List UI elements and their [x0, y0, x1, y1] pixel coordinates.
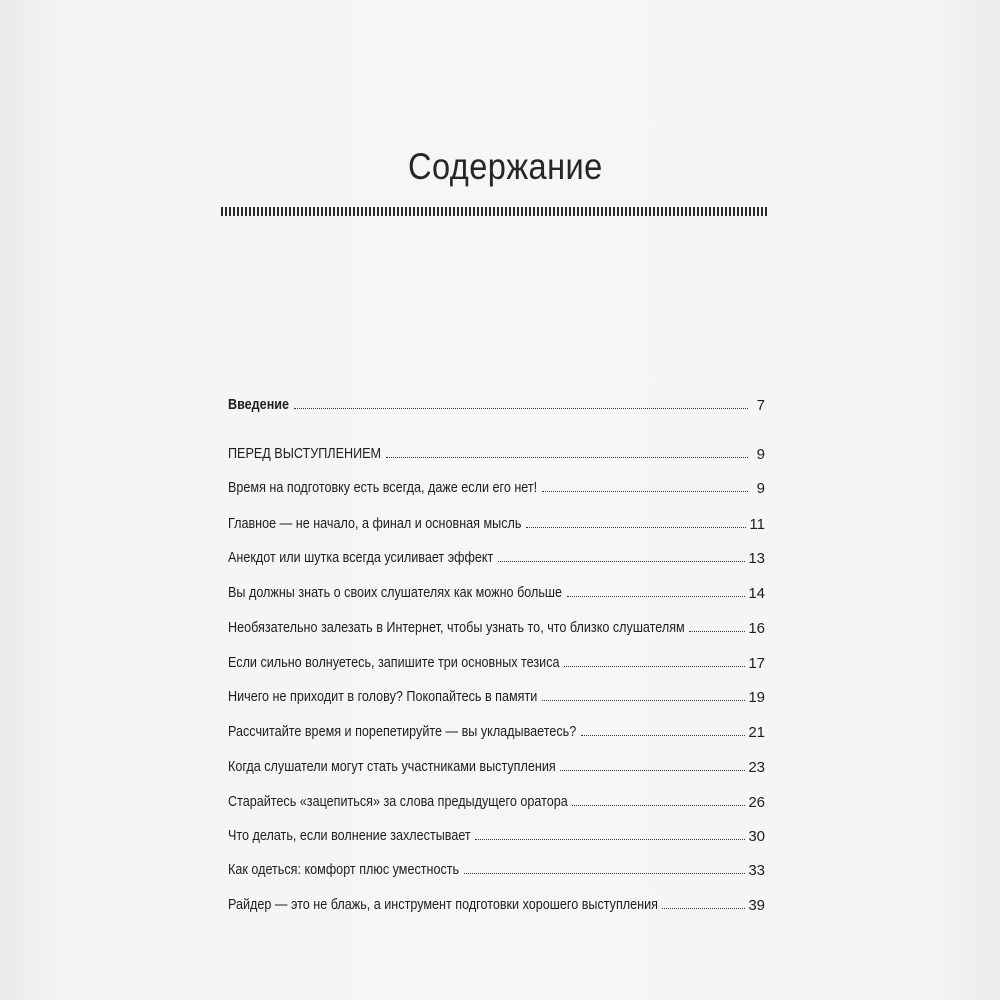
toc-page-number: 11 — [749, 516, 765, 533]
toc-entry-title: Анекдот или шутка всегда усиливает эффект — [228, 549, 494, 566]
toc-page-number: 33 — [748, 862, 765, 879]
toc-leader — [567, 595, 745, 597]
toc-entry-title: Когда слушатели могут стать участниками выступления — [228, 758, 556, 775]
toc-entry-title: Вы должны знать о своих слушателях как можно больше — [228, 584, 563, 601]
toc-entry[interactable] — [228, 580, 765, 602]
toc-page-number: 9 — [756, 480, 765, 497]
toc-leader — [294, 407, 748, 409]
toc-page-number: 26 — [748, 794, 765, 811]
toc-leader — [526, 526, 746, 528]
toc-page-number: 19 — [748, 689, 765, 706]
toc-page-number: 13 — [748, 550, 765, 567]
toc-leader — [542, 699, 745, 701]
toc-entry-title: Райдер — это не блажь, а инструмент подготовки хорошего выступления — [228, 896, 658, 913]
toc-leader — [564, 665, 745, 667]
toc-page-number: 21 — [748, 724, 765, 741]
toc-entry[interactable] — [228, 719, 765, 741]
toc-leader — [542, 490, 748, 492]
table-of-contents — [228, 0, 765, 1000]
toc-page-number: 16 — [748, 620, 765, 637]
toc-leader — [475, 838, 745, 840]
toc-entry-title: Необязательно залезать в Интернет, чтобы узнать то, что близко слушателям — [228, 619, 685, 636]
toc-entry-title: ПЕРЕД ВЫСТУПЛЕНИЕМ — [228, 445, 382, 462]
toc-entry-title: Что делать, если волнение захлестывает — [228, 827, 471, 844]
toc-entry-title: Введение — [228, 396, 290, 413]
toc-leader — [689, 630, 745, 632]
toc-entry-title: Старайтесь «зацепиться» за слова предыдущего оратора — [228, 793, 568, 810]
toc-entry[interactable] — [228, 684, 765, 706]
toc-leader — [560, 769, 745, 771]
page-title: Содержание — [408, 146, 603, 187]
toc-page-number: 9 — [756, 446, 765, 463]
toc-entry-title: Время на подготовку есть всегда, даже если его нет! — [228, 479, 538, 496]
toc-entry[interactable] — [228, 857, 765, 879]
toc-entry-intro[interactable] — [228, 392, 765, 414]
toc-leader — [662, 907, 745, 909]
toc-entry[interactable] — [228, 545, 765, 567]
toc-leader — [581, 734, 745, 736]
toc-entry[interactable] — [228, 754, 765, 776]
toc-entry-title: Рассчитайте время и порепетируйте — вы укладываетесь? — [228, 723, 577, 740]
toc-entry-section[interactable] — [228, 441, 765, 463]
toc-page-number: 17 — [748, 655, 765, 672]
toc-entry-title: Ничего не приходит в голову? Покопайтесь в памяти — [228, 688, 538, 705]
toc-leader — [572, 804, 745, 806]
toc-page-number: 30 — [748, 828, 765, 845]
toc-entry[interactable] — [228, 823, 765, 845]
toc-entry[interactable] — [228, 615, 765, 637]
toc-page-number: 23 — [748, 759, 765, 776]
toc-page-number: 39 — [748, 897, 765, 914]
toc-page-number: 14 — [748, 585, 765, 602]
toc-entry[interactable] — [228, 511, 765, 533]
toc-entry-title: Как одеться: комфорт плюс уместность — [228, 861, 460, 878]
toc-leader — [386, 456, 748, 458]
toc-page-number: 7 — [756, 397, 765, 414]
toc-entry-title: Если сильно волнуетесь, запишите три основных тезиса — [228, 654, 560, 671]
toc-entry[interactable] — [228, 789, 765, 811]
toc-entry[interactable] — [228, 650, 765, 672]
toc-entry[interactable] — [228, 475, 765, 497]
toc-leader — [464, 872, 745, 874]
toc-leader — [498, 560, 745, 562]
toc-entry[interactable] — [228, 892, 765, 914]
toc-entry-title: Главное — не начало, а финал и основная мысль — [228, 515, 522, 532]
